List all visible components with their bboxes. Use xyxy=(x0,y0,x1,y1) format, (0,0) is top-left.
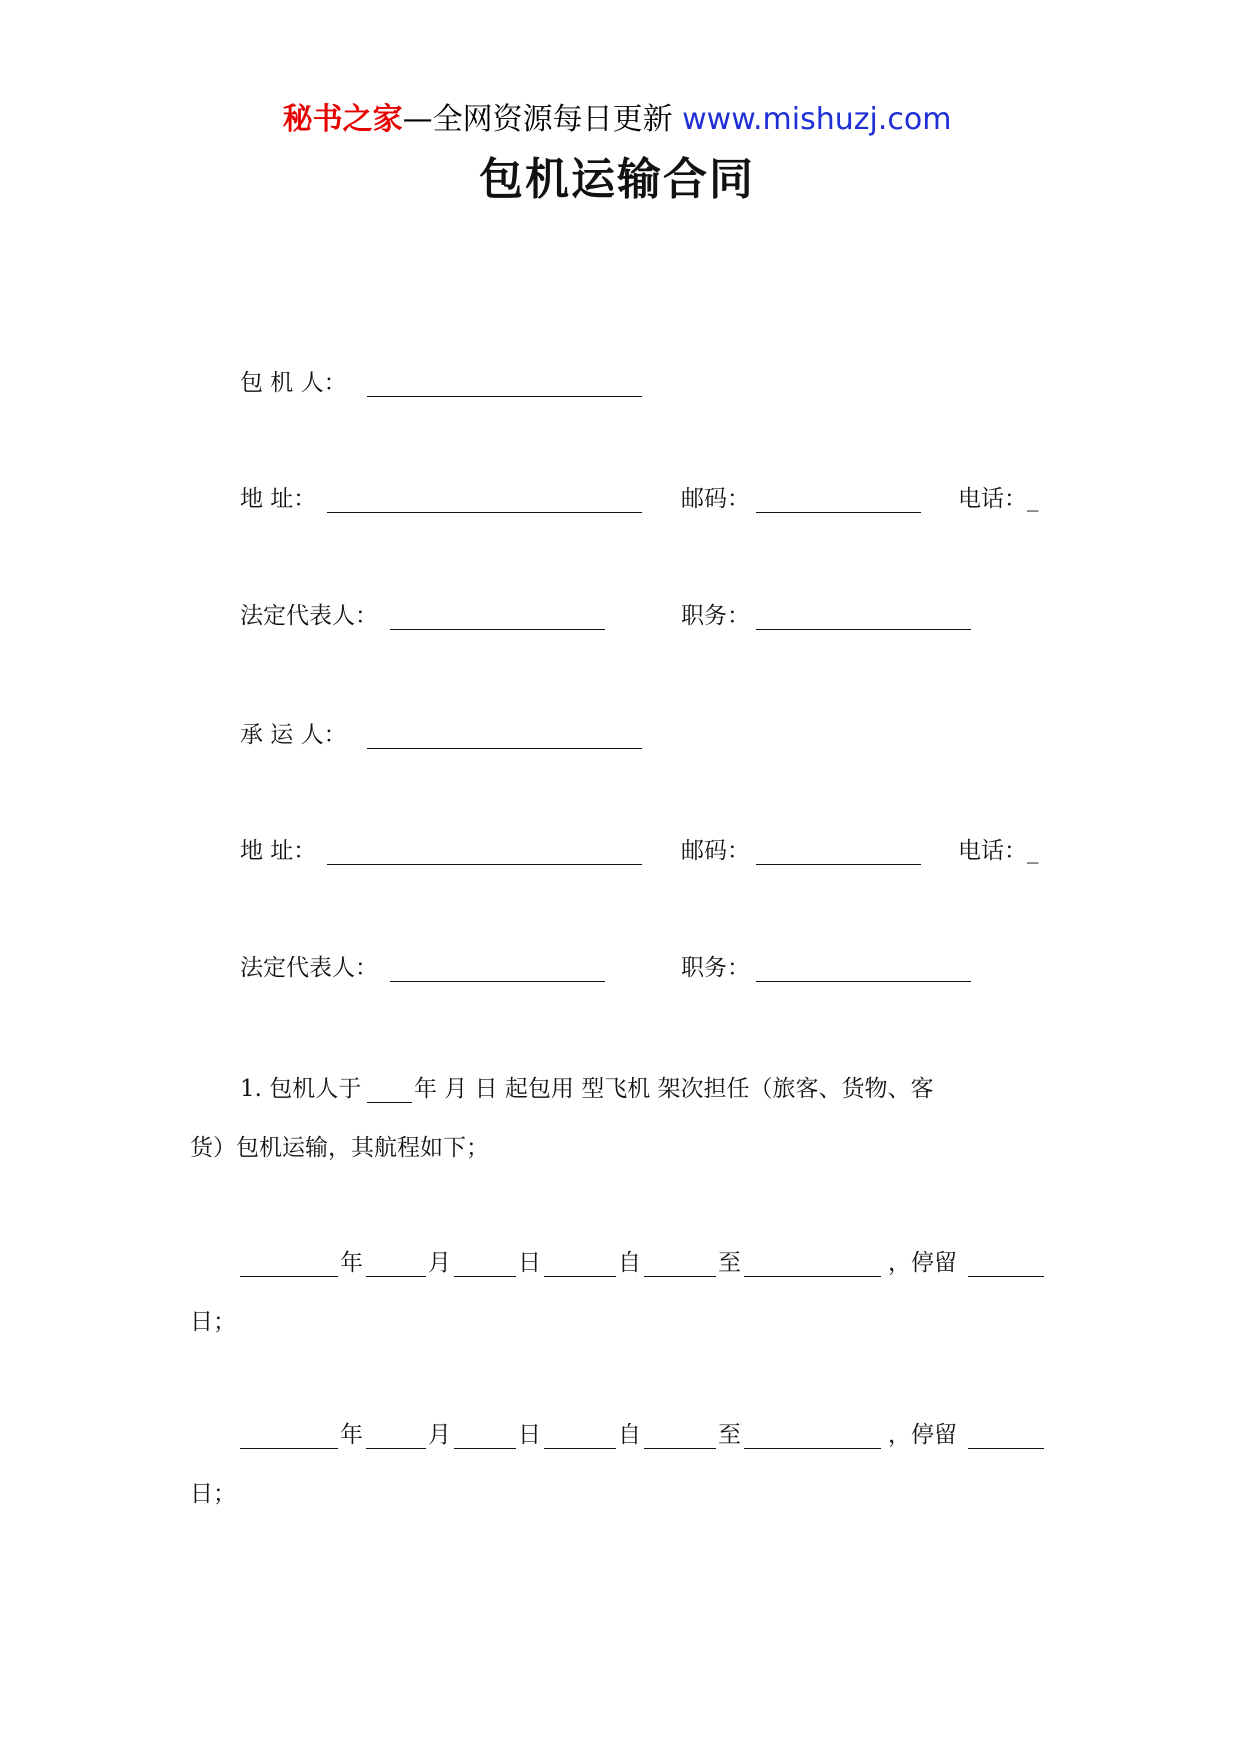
site-url-link[interactable]: www.mishuzj.com xyxy=(682,102,952,137)
itinerary-stay-blank xyxy=(968,1448,1044,1449)
itinerary-from-blank xyxy=(544,1448,616,1449)
charterer-address-label: 地 址： xyxy=(240,486,317,512)
itinerary-from-blank xyxy=(544,1276,616,1277)
carrier-phone-label: 电话：_ xyxy=(958,838,1039,864)
carrier-name-label: 承 运 人： xyxy=(240,722,347,748)
clause1-line1-prefix: 1. 包机人于 xyxy=(240,1076,362,1102)
itinerary-month-label: 月 xyxy=(428,1422,451,1448)
charterer-postcode-blank xyxy=(756,512,921,513)
itinerary-year-blank xyxy=(240,1276,338,1277)
clause1-year-blank xyxy=(367,1102,412,1103)
charterer-position-label: 职务： xyxy=(681,603,750,629)
itinerary-day-blank xyxy=(454,1448,516,1449)
charterer-name-label: 包 机 人： xyxy=(240,370,347,396)
charterer-postcode-label: 邮码： xyxy=(681,486,750,512)
brand-name: 秘书之家 xyxy=(282,102,403,137)
itinerary-to-label: 至 xyxy=(718,1250,741,1276)
charterer-name-blank xyxy=(367,396,642,397)
itinerary-to-blank xyxy=(644,1448,716,1449)
itinerary-end-label: 日； xyxy=(190,1309,236,1335)
itinerary-stay-blank xyxy=(968,1276,1044,1277)
carrier-legal-rep-label: 法定代表人： xyxy=(240,955,378,981)
itinerary-year-label: 年 xyxy=(340,1250,363,1276)
itinerary-month-blank xyxy=(366,1276,426,1277)
itinerary-day-label: 日 xyxy=(518,1422,541,1448)
itinerary-day-blank xyxy=(454,1276,516,1277)
itinerary-year-blank xyxy=(240,1448,338,1449)
itinerary-destination-blank xyxy=(744,1448,881,1449)
carrier-address-blank xyxy=(327,864,642,865)
carrier-position-label: 职务： xyxy=(681,955,750,981)
charterer-address-blank xyxy=(327,512,642,513)
document-title: 包机运输合同 xyxy=(479,154,755,205)
clause1-line1-suffix: 年 月 日 起包用 型飞机 架次担任（旅客、货物、客 xyxy=(414,1076,934,1102)
charterer-legal-rep-blank xyxy=(390,629,605,630)
itinerary-stay-label: ，停留 xyxy=(888,1250,957,1276)
itinerary-destination-blank xyxy=(744,1276,881,1277)
carrier-position-blank xyxy=(756,981,971,982)
itinerary-stay-label: ，停留 xyxy=(888,1422,957,1448)
carrier-name-blank xyxy=(367,748,642,749)
itinerary-end-label: 日； xyxy=(190,1481,236,1507)
carrier-legal-rep-blank xyxy=(390,981,605,982)
itinerary-month-blank xyxy=(366,1448,426,1449)
carrier-postcode-blank xyxy=(756,864,921,865)
clause1-line2: 货）包机运输，其航程如下； xyxy=(190,1135,489,1161)
charterer-phone-label: 电话：_ xyxy=(958,486,1039,512)
itinerary-from-label: 自 xyxy=(618,1250,641,1276)
carrier-address-label: 地 址： xyxy=(240,838,317,864)
itinerary-to-blank xyxy=(644,1276,716,1277)
itinerary-day-label: 日 xyxy=(518,1250,541,1276)
charterer-position-blank xyxy=(756,629,971,630)
charterer-legal-rep-label: 法定代表人： xyxy=(240,603,378,629)
itinerary-to-label: 至 xyxy=(718,1422,741,1448)
itinerary-year-label: 年 xyxy=(340,1422,363,1448)
carrier-postcode-label: 邮码： xyxy=(681,838,750,864)
itinerary-month-label: 月 xyxy=(428,1250,451,1276)
banner-slogan: —全网资源每日更新 xyxy=(402,102,673,137)
site-banner xyxy=(0,100,1234,140)
itinerary-from-label: 自 xyxy=(618,1422,641,1448)
